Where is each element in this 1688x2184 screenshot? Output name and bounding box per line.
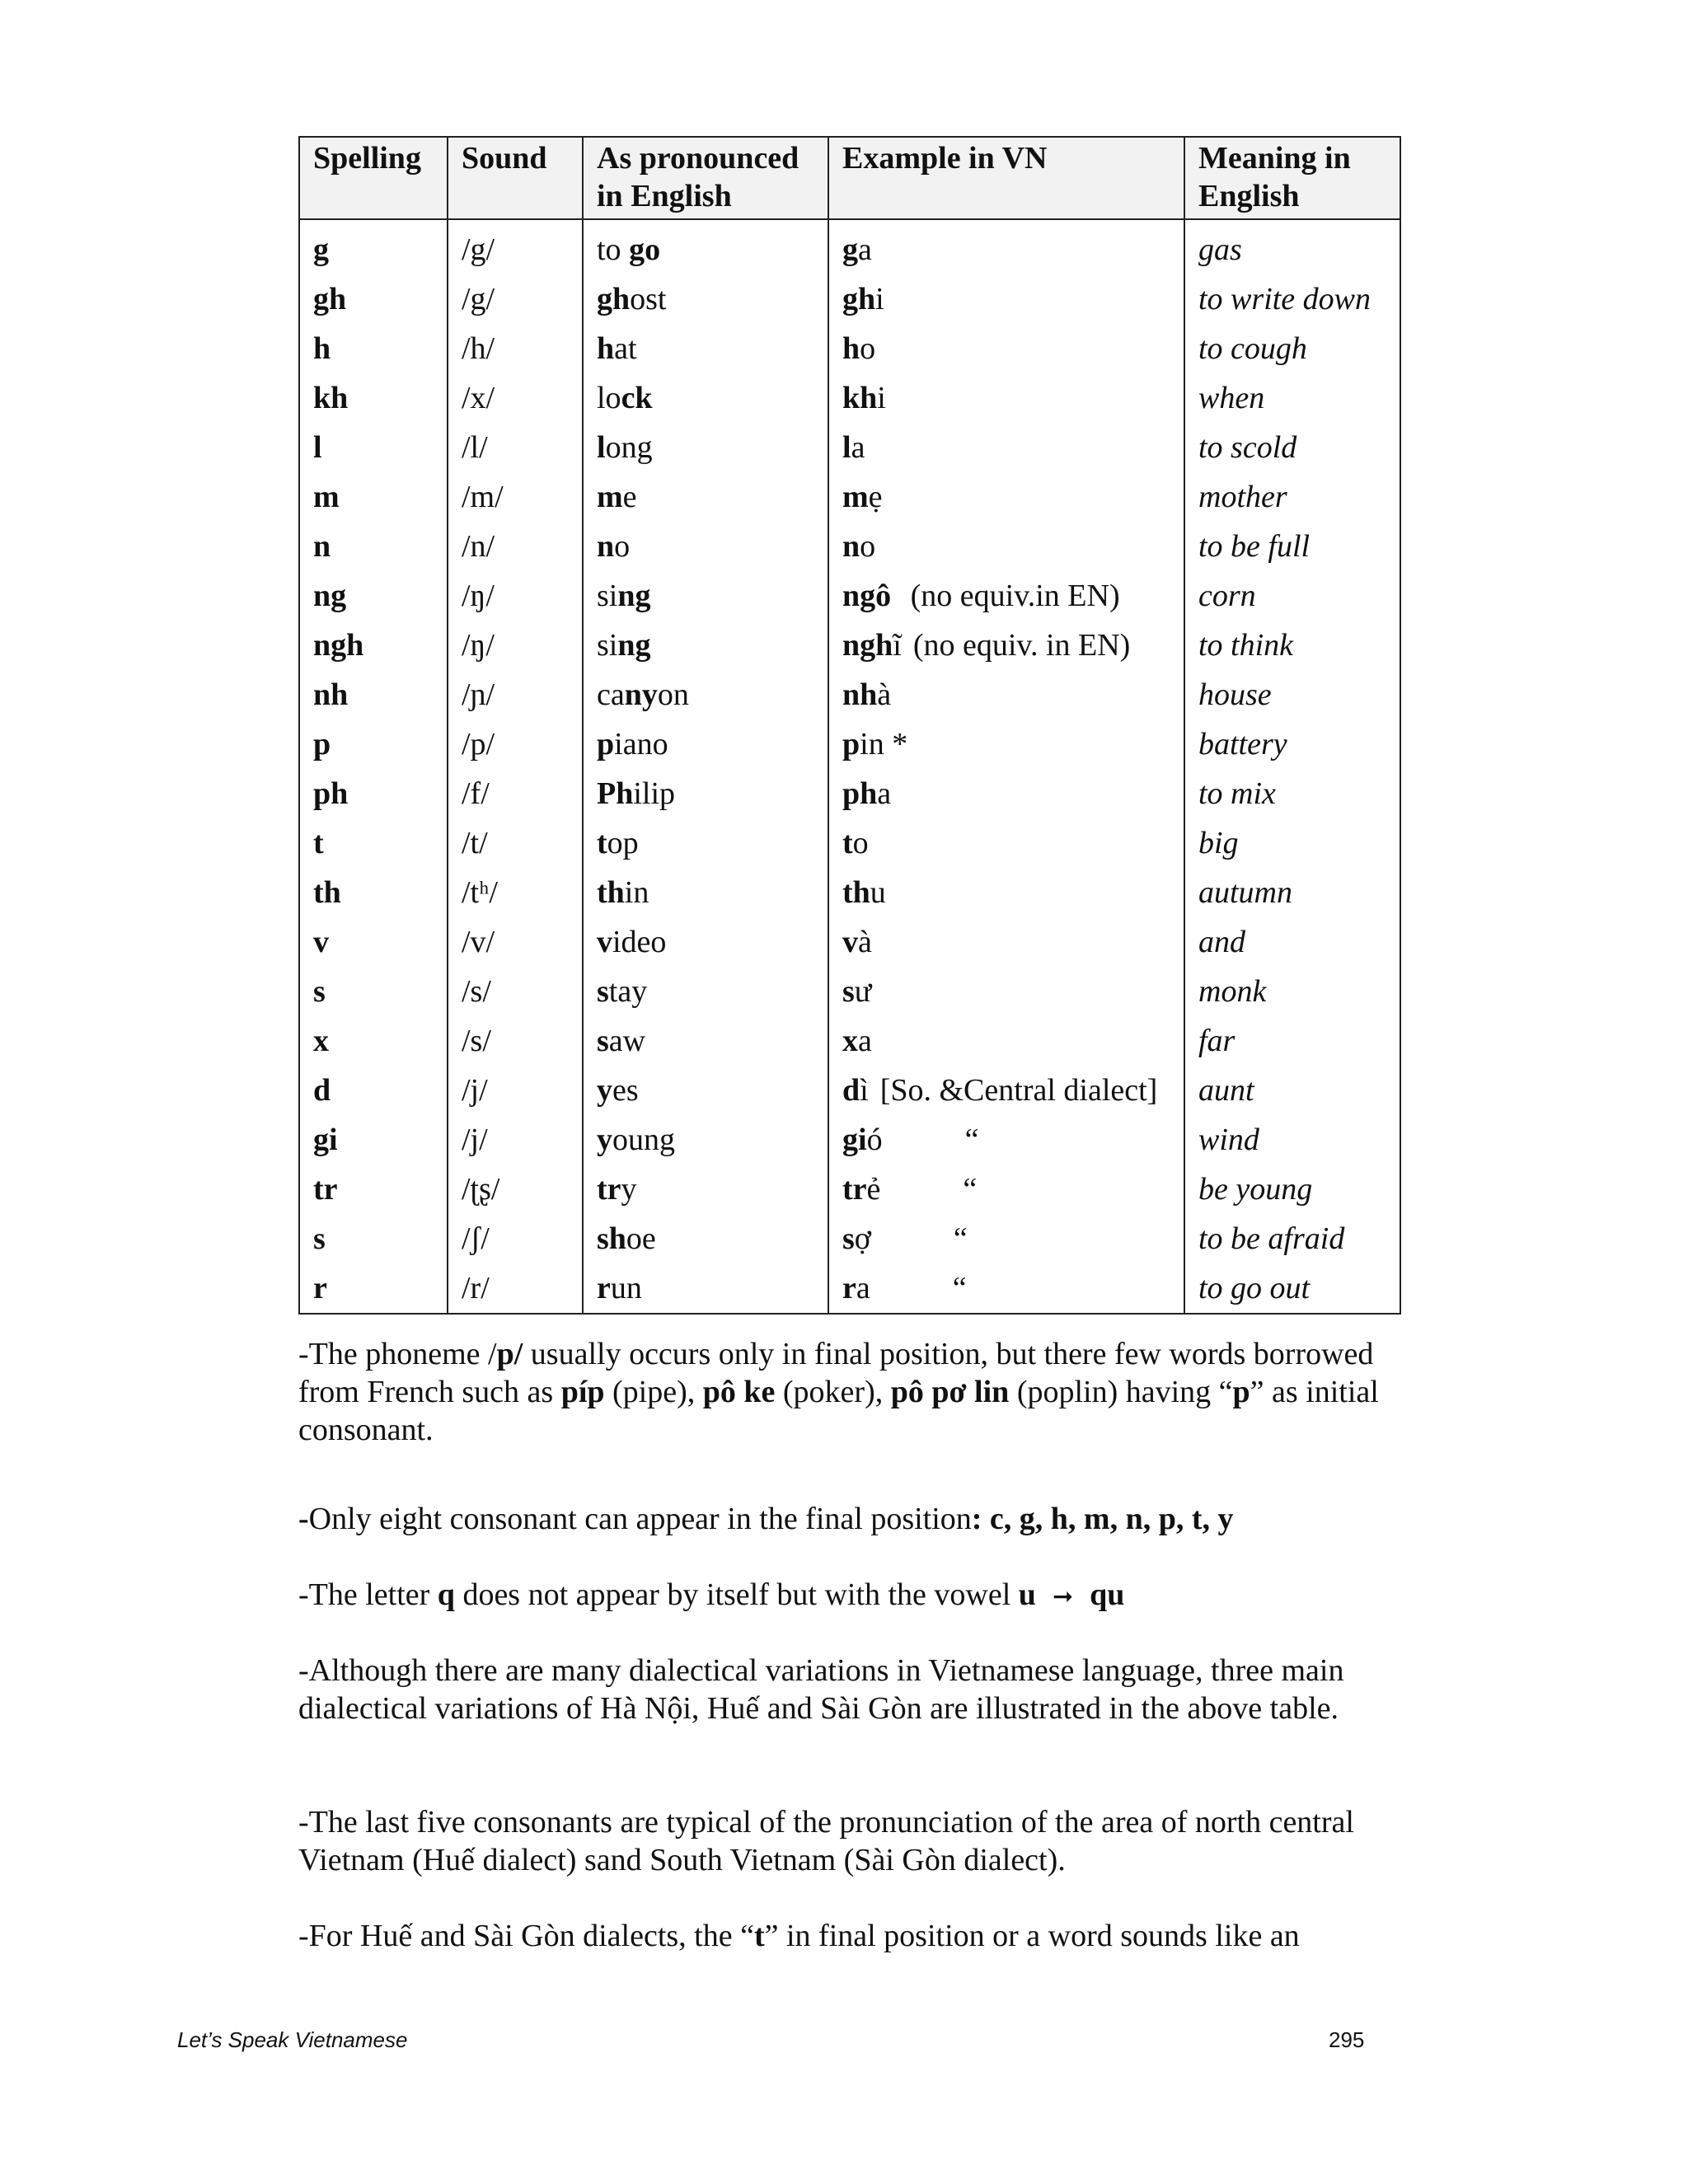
vn-bold-part: g xyxy=(842,232,858,267)
table-row xyxy=(299,1115,1400,1165)
sound-cell: /s/ xyxy=(448,967,583,1016)
spelling-cell: kh xyxy=(299,373,448,423)
vn-bold-part: th xyxy=(842,875,870,910)
sound-cell: /p/ xyxy=(448,719,583,769)
english-rest: iano xyxy=(614,727,668,762)
sound-cell: /s/ xyxy=(448,1016,583,1066)
english-rest: aw xyxy=(608,1024,646,1058)
english-bold-part: s xyxy=(597,974,609,1009)
sound-cell: /ŋ/ xyxy=(448,571,583,621)
english-example-cell xyxy=(583,769,828,818)
english-example-cell xyxy=(583,719,828,769)
footer-book-title: Let’s Speak Vietnamese xyxy=(177,2027,408,2052)
spelling-cell: t xyxy=(299,818,448,868)
english-example-cell xyxy=(583,274,828,324)
spelling-cell: n xyxy=(299,522,448,571)
vn-example-cell xyxy=(828,423,1184,472)
text: -The phoneme / xyxy=(298,1337,497,1371)
spelling-cell: d xyxy=(299,1066,448,1115)
text: Only eight consonant can appear in the final position xyxy=(308,1502,972,1536)
english-bold-part: gh xyxy=(597,282,631,316)
bold-text: pô pơ lin xyxy=(890,1375,1010,1409)
vn-example-cell xyxy=(828,1066,1184,1115)
english-bold-part: l xyxy=(597,430,606,465)
english-prefix: lo xyxy=(597,381,621,415)
spelling-cell: r xyxy=(299,1263,448,1314)
english-example-cell xyxy=(583,1214,828,1263)
english-example-cell xyxy=(583,967,828,1016)
bold-text: t xyxy=(753,1919,765,1953)
table-row xyxy=(299,1263,1400,1314)
english-bold-part: r xyxy=(597,1271,611,1305)
vn-rest: a xyxy=(856,1271,870,1305)
sound-cell: /ŋ/ xyxy=(448,621,583,670)
english-example-cell xyxy=(583,1263,828,1314)
vn-bold-part: s xyxy=(842,974,855,1009)
table-row xyxy=(299,917,1400,967)
english-bold-part: sh xyxy=(597,1221,626,1256)
english-example-cell xyxy=(583,621,828,670)
table-row xyxy=(299,769,1400,818)
spelling-cell: ph xyxy=(299,769,448,818)
vn-bold-part: x xyxy=(842,1024,858,1058)
spelling-cell: ng xyxy=(299,571,448,621)
meaning-cell: far xyxy=(1184,1016,1400,1066)
english-example-cell xyxy=(583,571,828,621)
ditto-mark: “ xyxy=(953,1221,968,1256)
english-bold-part: ny xyxy=(624,677,658,712)
table-header-row xyxy=(299,137,1400,219)
english-rest: ilip xyxy=(633,776,676,811)
vn-example-cell xyxy=(828,670,1184,719)
right-arrow-icon: ➞ xyxy=(1052,1582,1074,1611)
header-example-vn: Example in VN xyxy=(828,137,1184,219)
english-rest: un xyxy=(610,1271,642,1305)
vn-rest: ợ xyxy=(854,1221,871,1256)
table-row xyxy=(299,219,1400,274)
english-bold-part: Ph xyxy=(597,776,634,811)
footer-page-number: 295 xyxy=(1329,2027,1365,2052)
sound-cell: /ʃ/ xyxy=(448,1214,583,1263)
vn-bold-part: ngh xyxy=(842,628,893,663)
bold-text: píp xyxy=(560,1375,605,1409)
bold-text: - xyxy=(298,1502,309,1536)
meaning-cell: to scold xyxy=(1184,423,1400,472)
vn-rest: in * xyxy=(860,727,908,762)
text: -For Huế and Sài Gòn dialects, the “ xyxy=(298,1919,754,1953)
sound-cell: /h/ xyxy=(448,324,583,373)
bold-text: u xyxy=(1018,1577,1036,1612)
bold-text: pô ke xyxy=(702,1375,776,1409)
english-rest: tay xyxy=(608,974,648,1009)
sound-cell: /ɲ/ xyxy=(448,670,583,719)
meaning-cell: and xyxy=(1184,917,1400,967)
text: does not appear by itself but with the vowel xyxy=(454,1577,1019,1612)
vn-example-cell xyxy=(828,373,1184,423)
vn-example-cell xyxy=(828,967,1184,1016)
english-bold-part: m xyxy=(597,480,623,514)
vn-example-cell xyxy=(828,1115,1184,1165)
vn-rest: i xyxy=(875,282,884,316)
vn-example-cell xyxy=(828,1214,1184,1263)
vn-bold-part: r xyxy=(842,1271,856,1305)
english-bold-part: ck xyxy=(621,381,653,415)
sound-cell: /f/ xyxy=(448,769,583,818)
vn-bold-part: ph xyxy=(842,776,878,811)
sound-cell: /t/ xyxy=(448,818,583,868)
english-bold-part: t xyxy=(597,826,607,860)
table-row xyxy=(299,1016,1400,1066)
meaning-cell: autumn xyxy=(1184,868,1400,917)
english-prefix: si xyxy=(597,579,618,613)
english-bold-part: go xyxy=(629,232,661,267)
table-row xyxy=(299,621,1400,670)
english-example-cell xyxy=(583,472,828,522)
table-row xyxy=(299,274,1400,324)
vn-rest: a xyxy=(858,1024,872,1058)
paragraph-final-consonants xyxy=(298,1500,1395,1538)
vn-rest: o xyxy=(860,529,876,564)
table-row xyxy=(299,967,1400,1016)
consonant-table xyxy=(298,136,1401,1315)
english-example-cell xyxy=(583,670,828,719)
vn-note: [So. &Central dialect] xyxy=(879,1073,1158,1108)
vn-example-cell xyxy=(828,917,1184,967)
meaning-cell: be young xyxy=(1184,1165,1400,1214)
vn-example-cell xyxy=(828,818,1184,868)
english-example-cell xyxy=(583,1165,828,1214)
vn-bold-part: m xyxy=(842,480,869,514)
header-as-pronounced: As pronounced in English xyxy=(583,137,828,219)
table-row xyxy=(299,868,1400,917)
meaning-cell: mother xyxy=(1184,472,1400,522)
bold-text: qu xyxy=(1090,1577,1125,1612)
vn-bold-part: nh xyxy=(842,677,878,712)
vn-example-cell xyxy=(828,472,1184,522)
vn-rest: o xyxy=(852,826,869,860)
english-example-cell xyxy=(583,1115,828,1165)
vn-rest: ĩ xyxy=(893,628,902,663)
english-bold-part: n xyxy=(597,529,615,564)
meaning-cell: house xyxy=(1184,670,1400,719)
english-bold-part: ng xyxy=(617,579,651,613)
english-example-cell xyxy=(583,1066,828,1115)
vn-example-cell xyxy=(828,274,1184,324)
vn-bold-part: s xyxy=(842,1221,855,1256)
table-row xyxy=(299,1214,1400,1263)
vn-rest: a xyxy=(851,430,865,465)
sound-cell: /j/ xyxy=(448,1115,583,1165)
vn-example-cell xyxy=(828,621,1184,670)
vn-example-cell xyxy=(828,571,1184,621)
table-row xyxy=(299,522,1400,571)
bold-text: p xyxy=(1232,1375,1250,1409)
table-row xyxy=(299,719,1400,769)
table-body xyxy=(299,219,1400,1314)
english-example-cell xyxy=(583,818,828,868)
vn-example-cell xyxy=(828,769,1184,818)
english-bold-part: p xyxy=(597,727,615,762)
english-rest: oe xyxy=(626,1221,656,1256)
english-example-cell xyxy=(583,917,828,967)
sound-cell: /r/ xyxy=(448,1263,583,1314)
sound-cell: /v/ xyxy=(448,917,583,967)
spelling-cell: x xyxy=(299,1016,448,1066)
vn-example-cell xyxy=(828,324,1184,373)
text: (pipe), xyxy=(604,1375,703,1409)
text: (poplin) having “ xyxy=(1009,1375,1233,1409)
english-prefix: to xyxy=(597,232,630,267)
bold-text: p/ xyxy=(496,1337,523,1371)
meaning-cell: to cough xyxy=(1184,324,1400,373)
vn-bold-part: n xyxy=(842,529,860,564)
english-rest: oung xyxy=(612,1122,675,1157)
spelling-cell: m xyxy=(299,472,448,522)
english-bold-part: ng xyxy=(617,628,651,663)
vn-bold-part: p xyxy=(842,727,860,762)
english-bold-part: y xyxy=(597,1073,612,1108)
vn-bold-part: v xyxy=(842,925,858,959)
spelling-cell: g xyxy=(299,219,448,274)
english-rest: op xyxy=(607,826,639,860)
table-row xyxy=(299,472,1400,522)
sound-cell: /tʰ/ xyxy=(448,868,583,917)
meaning-cell: when xyxy=(1184,373,1400,423)
vn-example-cell xyxy=(828,522,1184,571)
spelling-cell: l xyxy=(299,423,448,472)
paragraph-phoneme-p xyxy=(298,1335,1395,1449)
english-rest: ong xyxy=(605,430,653,465)
ditto-mark: “ xyxy=(963,1172,978,1207)
sound-cell: /g/ xyxy=(448,274,583,324)
vn-rest: u xyxy=(870,875,886,910)
english-rest: ideo xyxy=(612,925,667,959)
table-row xyxy=(299,818,1400,868)
english-bold-part: th xyxy=(597,875,625,910)
paragraph-last-five: -The last five consonants are typical of the pronunciation of the area of north central Vietnam (Huế dialect) sand South Vietnam (Sài Gòn dialect). xyxy=(298,1805,1354,1877)
table-row xyxy=(299,373,1400,423)
sound-cell: /m/ xyxy=(448,472,583,522)
ditto-mark: “ xyxy=(952,1271,967,1305)
vn-rest: a xyxy=(877,776,892,811)
spelling-cell: s xyxy=(299,967,448,1016)
english-rest: at xyxy=(614,331,637,366)
meaning-cell: aunt xyxy=(1184,1066,1400,1115)
vn-example-cell xyxy=(828,1165,1184,1214)
vn-rest: ẹ xyxy=(868,480,883,514)
spelling-cell: nh xyxy=(299,670,448,719)
header-spelling: Spelling xyxy=(299,137,448,219)
english-example-cell xyxy=(583,868,828,917)
sound-cell: /n/ xyxy=(448,522,583,571)
meaning-cell: big xyxy=(1184,818,1400,868)
vn-bold-part: h xyxy=(842,331,860,366)
vn-rest: a xyxy=(858,232,872,267)
text: ” in final position or a word sounds like an xyxy=(764,1919,1300,1953)
text: ” as initial consonant. xyxy=(298,1375,1379,1447)
vn-rest: ẻ xyxy=(866,1172,881,1207)
english-bold-part: h xyxy=(597,331,615,366)
vn-rest: ì xyxy=(860,1073,869,1108)
vn-example-cell xyxy=(828,719,1184,769)
english-example-cell xyxy=(583,324,828,373)
sound-cell: /l/ xyxy=(448,423,583,472)
vn-bold-part: ngô xyxy=(842,579,892,613)
sound-cell: /ʈʂ/ xyxy=(448,1165,583,1214)
meaning-cell: gas xyxy=(1184,219,1400,274)
english-rest: y xyxy=(621,1172,637,1207)
paragraph-final-t xyxy=(298,1917,1395,1955)
meaning-cell: corn xyxy=(1184,571,1400,621)
table-row xyxy=(299,571,1400,621)
english-rest: o xyxy=(614,529,631,564)
vn-example-cell xyxy=(828,1016,1184,1066)
paragraph-letter-q xyxy=(298,1576,1395,1616)
sound-cell: /x/ xyxy=(448,373,583,423)
spelling-cell: v xyxy=(299,917,448,967)
text: (poker), xyxy=(775,1375,891,1409)
vn-rest: ư xyxy=(854,974,872,1009)
english-example-cell xyxy=(583,373,828,423)
text: -The letter xyxy=(298,1577,438,1612)
meaning-cell: to be full xyxy=(1184,522,1400,571)
header-sound: Sound xyxy=(448,137,583,219)
english-example-cell xyxy=(583,1016,828,1066)
english-example-cell xyxy=(583,522,828,571)
header-meaning: Meaning in English xyxy=(1184,137,1400,219)
spelling-cell: h xyxy=(299,324,448,373)
vn-note: (no equiv.in EN) xyxy=(903,579,1120,613)
table-row xyxy=(299,670,1400,719)
vn-rest: à xyxy=(858,925,872,959)
vn-rest: ó xyxy=(866,1122,883,1157)
table-row xyxy=(299,423,1400,472)
table-row xyxy=(299,324,1400,373)
vn-bold-part: tr xyxy=(842,1172,867,1207)
meaning-cell: to be afraid xyxy=(1184,1214,1400,1263)
meaning-cell: battery xyxy=(1184,719,1400,769)
sound-cell: /j/ xyxy=(448,1066,583,1115)
text: usually occurs only in final position, but there few words borrowed from French such as xyxy=(298,1337,1374,1409)
vn-bold-part: gh xyxy=(842,282,876,316)
english-rest: on xyxy=(657,677,689,712)
vn-bold-part: l xyxy=(842,430,851,465)
vn-example-cell xyxy=(828,868,1184,917)
english-bold-part: s xyxy=(597,1024,609,1058)
vn-note: (no equiv. in EN) xyxy=(912,628,1131,663)
english-rest: ost xyxy=(630,282,667,316)
english-bold-part: v xyxy=(597,925,612,959)
vn-bold-part: kh xyxy=(842,381,878,415)
english-example-cell xyxy=(583,219,828,274)
table-row xyxy=(299,1066,1400,1115)
spelling-cell: ngh xyxy=(299,621,448,670)
vn-rest: o xyxy=(860,331,876,366)
vn-rest: i xyxy=(877,381,886,415)
english-rest: in xyxy=(624,875,649,910)
meaning-cell: wind xyxy=(1184,1115,1400,1165)
english-bold-part: tr xyxy=(597,1172,621,1207)
spelling-cell: gi xyxy=(299,1115,448,1165)
meaning-cell: monk xyxy=(1184,967,1400,1016)
table-row xyxy=(299,1165,1400,1214)
spelling-cell: gh xyxy=(299,274,448,324)
meaning-cell: to mix xyxy=(1184,769,1400,818)
vn-example-cell xyxy=(828,1263,1184,1314)
sound-cell: /g/ xyxy=(448,219,583,274)
vn-bold-part: d xyxy=(842,1073,860,1108)
meaning-cell: to write down xyxy=(1184,274,1400,324)
spelling-cell: tr xyxy=(299,1165,448,1214)
english-prefix: si xyxy=(597,628,618,663)
english-rest: e xyxy=(622,480,637,514)
spelling-cell: p xyxy=(299,719,448,769)
vn-bold-part: gi xyxy=(842,1122,867,1157)
bold-text: q xyxy=(437,1577,455,1612)
paragraph-dialect-variations: -Although there are many dialectical variations in Vietnamese language, three main dialectical variations of Hà Nội, Huế and Sài Gòn are illustrated in the above table. xyxy=(298,1653,1344,1726)
english-prefix: ca xyxy=(597,677,625,712)
meaning-cell: to go out xyxy=(1184,1263,1400,1314)
vn-example-cell xyxy=(828,219,1184,274)
ditto-mark: “ xyxy=(964,1122,979,1157)
bold-text: : c, g, h, m, n, p, t, y xyxy=(971,1502,1234,1536)
vn-bold-part: t xyxy=(842,826,853,860)
english-example-cell xyxy=(583,423,828,472)
english-rest: es xyxy=(612,1073,639,1108)
vn-rest: à xyxy=(877,677,892,712)
meaning-cell: to think xyxy=(1184,621,1400,670)
spelling-cell: s xyxy=(299,1214,448,1263)
spelling-cell: th xyxy=(299,868,448,917)
english-bold-part: y xyxy=(597,1122,612,1157)
